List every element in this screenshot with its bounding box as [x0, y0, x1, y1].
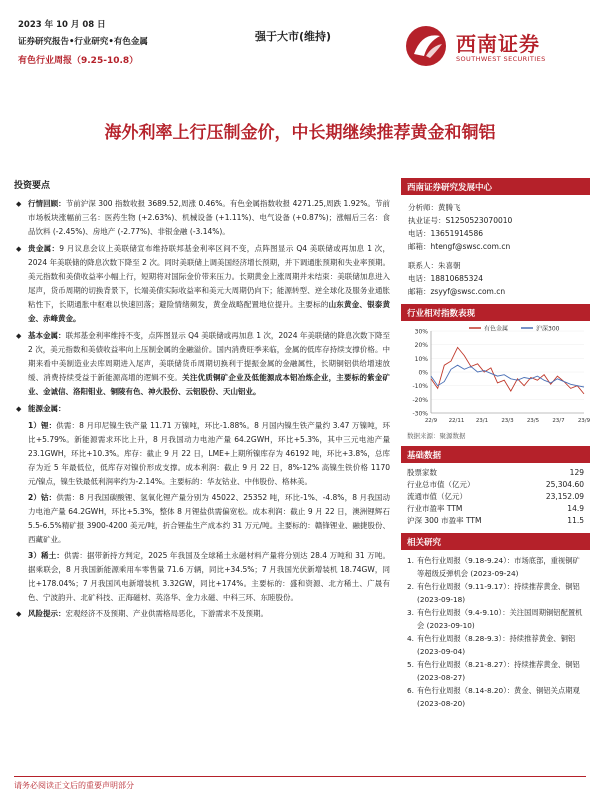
bullet-icon: ◆: [16, 332, 22, 340]
chart-xtick-label: 23/3: [501, 418, 514, 424]
bullet-icon: ◆: [16, 245, 22, 253]
report-type: 证券研究报告•行业研究•有色金属: [18, 37, 148, 47]
analyst-email-link[interactable]: 邮箱：zsyyf@swsc.com.cn: [408, 287, 506, 296]
paragraph-text: 9 月议息会议上美联储宣布维持联邦基金利率区间不变，点阵图显示 Q4 美联储或再加息 1 次，2024 年美联储的降息次数下降至 2 次。同时美联储上调美国经济增长预期，并下调通胀预期和失业率预期。美元指数和美债收益率小幅上行，短期将对国际金价带来压力。长期黄金上涨周期并未结束：美联储加息进入尾声，货币周期的切换背景下，长端美债实际收益率和美元大周期仍向下；能源转型、逆全球化及服务业通胀粘性下，长期通胀中枢难以快速回落；避险情绪频发，黄金战略配置地位提升。主要标的: [28, 244, 391, 309]
related-item-text: 有色行业周报（9.4-9.10）：关注国周期铜铝配置机会 (2023-09-10): [417, 608, 583, 630]
energy-sub-item: [14, 491, 390, 547]
related-item-text: 有色行业周报（8.21-8.27）：持续推荐黄金、铜铝 (2023-08-27): [417, 660, 580, 682]
related-research-heading: 相关研究: [401, 533, 590, 550]
paragraph-precious-metals: [14, 242, 390, 326]
analyst-info: [401, 195, 590, 304]
chart-ytick-label: 20%: [414, 342, 428, 350]
market-data-label: 股票家数: [407, 468, 437, 477]
market-data-row: [401, 491, 590, 503]
chart-legend-label: 有色金属: [484, 325, 509, 333]
chart-series-line-1: [431, 365, 584, 387]
key-points-heading: 投资要点: [14, 181, 51, 191]
chart-svg: [401, 321, 590, 429]
chart-xtick-label: 23/9: [577, 418, 590, 424]
related-item-number: 4.: [407, 634, 414, 643]
related-item-number: 6.: [407, 686, 414, 695]
sub-item-label: 1）锂：: [28, 421, 57, 430]
related-item-number: 3.: [407, 608, 414, 617]
paragraph-energy-metals: [14, 402, 390, 416]
analyst-line: 电话：18810685324: [408, 274, 483, 283]
market-data-label: 沪深 300 市盈率 TTM: [407, 516, 482, 525]
chart-ytick-label: 0%: [418, 369, 428, 377]
report-title: 海外利率上行压制金价，中长期继续推荐黄金和铜铝: [104, 123, 496, 143]
left-column: [14, 178, 390, 624]
chart-xtick-label: 23/5: [526, 418, 540, 424]
paragraph-text: 宏观经济不及预期、产业供需格局恶化，下游需求不及预期。: [65, 609, 268, 618]
sub-item-text: 供需：8 月印尼镍生铁产量 11.71 万镍吨，环比-1.88%。8 月国内镍生铁产量约 3.47 万镍吨，环比+5.79%。新能源需求环比上升，8 月我国动力电池产量 64.2GWH，环比+5.3%，其中三元电池产量 23.1GWH，环比+10.3%。库存：截止 9 月 22 日，LME+上期所镍库存为 46192 吨，环比+3.8%，总库存为近 5 年最低位，低库存对镍价形成支撑。成本利润：截止 9 月 22 日，8%-12% 高镍生铁价格 1170 元/镍点，镍生铁最低利润率约为-2.14%。主要标的：华友钴业、中伟股份、格林美。: [28, 421, 390, 486]
report-period: 有色行业周报（9.25-10.8）: [18, 56, 139, 66]
market-data-label: 流通市值（亿元）: [407, 492, 467, 501]
paragraph-lead: 能源金属：: [28, 404, 66, 413]
paragraph-lead: 贵金属：: [28, 244, 60, 253]
market-data-value: 129: [569, 468, 584, 477]
logo-cn-text: 西南证券: [456, 32, 540, 56]
chart-ytick-label: -10%: [412, 383, 428, 391]
analyst-line: 电话：13651914586: [408, 229, 483, 238]
relative-index-chart: [401, 321, 590, 429]
related-research-item[interactable]: [407, 685, 584, 710]
analyst-line: 执业证号：S1250523070010: [408, 216, 513, 225]
paragraph-risk: [14, 607, 390, 621]
market-data-row: [401, 467, 590, 479]
paragraph-lead: 基本金属：: [28, 331, 66, 340]
paragraph-base-metals: [14, 329, 390, 399]
chart-xtick-label: 23/1: [475, 418, 489, 424]
paragraph-targets: 山东黄金、银泰黄金、赤峰黄金。: [28, 300, 391, 323]
related-research-item[interactable]: [407, 633, 584, 658]
logo-mark-icon: [404, 24, 450, 68]
market-data-row: [401, 479, 590, 491]
chart-ytick-label: 30%: [414, 328, 428, 336]
market-data-value: 11.5: [567, 516, 584, 525]
market-data-heading: 基础数据: [401, 446, 590, 463]
chart-series-line-0: [431, 347, 584, 394]
analyst-heading: 西南证券研究发展中心: [401, 178, 590, 195]
related-item-number: 1.: [407, 556, 414, 565]
market-data-label: 行业市盈率 TTM: [407, 504, 463, 513]
chart-legend-label: 沪深300: [536, 325, 560, 333]
bullet-icon: ◆: [16, 200, 22, 208]
chart-ytick-label: -20%: [412, 396, 428, 404]
related-research-item[interactable]: [407, 607, 584, 632]
sub-item-text: 供需：8 月我国碳酸锂、氢氧化锂产量分别为 45022、25352 吨，环比-1%、-4.8%，8 月我国动力电池产量 64.2GWH，环比+5.3%，整体 8 月锂盐供需偏宽松。成本利润：截止 9 月 22 日，澳洲锂辉石 5.5-6.5%精矿报 3900-4200 美元/吨，折合锂盐生产成本约 31 万元/吨。主要标的：赣锋锂业、融捷股份、西藏矿业。: [28, 493, 391, 544]
energy-sub-item: [14, 549, 390, 605]
footer-divider: [14, 776, 586, 777]
related-item-number: 2.: [407, 582, 414, 591]
paragraph-targets: 关注优质铜矿企业及低能源成本铝冶炼企业，主要标的紫金矿业、金诚信、洛阳钼业、铜陵有色、神火股份、云铝股份、天山铝业。: [28, 373, 391, 396]
related-item-text: 有色行业周报（9.18-9.24）：市场底部，重视铜矿等超级反弹机会 (2023-09-24): [417, 556, 580, 578]
market-data-label: 行业总市值（亿元）: [407, 480, 475, 489]
right-sidebar: [401, 178, 590, 711]
market-data-value: 14.9: [567, 504, 584, 513]
related-item-text: 有色行业周报（8.14-8.20）：黄金、铜铝关点期观 (2023-08-20): [417, 686, 580, 708]
footer-disclaimer: 请务必阅读正文后的重要声明部分: [14, 781, 134, 790]
chart-ytick-label: -30%: [412, 410, 428, 418]
chart-xtick-label: 22/11: [448, 418, 465, 424]
market-data-value: 23,152.09: [545, 492, 584, 501]
chart-xtick-label: 23/7: [552, 418, 565, 424]
chart-source: 数据来源：聚源数据: [407, 432, 466, 440]
analyst-line: 分析师：黄腾飞: [408, 203, 461, 212]
related-item-number: 5.: [407, 660, 414, 669]
report-date: 2023 年 10 月 08 日: [18, 20, 106, 30]
company-logo: [404, 24, 584, 68]
paragraph-lead: 风险提示：: [28, 609, 66, 618]
report-header: [18, 8, 584, 78]
paragraph-text: 节前沪深 300 指数收报 3689.52,周涨 0.46%。有色金属指数收报 4271.25,周跌 1.92%。节前市场板块涨幅前三名：医药生物 (+2.63%)、机械设备 (+1.11%)、电气设备 (+0.87%)；涨幅后三名：食品饮料 (-2.45%)、房地产 (-2.77%)、非银金融 (-3.14%)。: [28, 199, 390, 236]
chart-ytick-label: 10%: [414, 355, 428, 363]
related-item-text: 有色行业周报（9.11-9.17）：持续推荐黄金、铜铝 (2023-09-18): [417, 582, 580, 604]
market-data-value: 25,304.60: [545, 480, 584, 489]
chart-xtick-label: 22/9: [424, 418, 438, 424]
sub-item-text: 供需：据带新持方判定，2025 年我国及全球稀土永磁材料产量将分别达 28.4 万吨和 31 万吨。据乘联会，8 月我国新能源乘用车零售量 71.6 万辆，同比+34.5%；7 月我国光伏新增装机 18.74GW，同比+178.04%；7 月我国风电新增装机 3.32GW，同比+174%。主要标的：盛和资源、北方稀土、广晟有色、宁波韵升、北矿科技、正海磁材、英洛华、金力永磁、中科三环、东睦股份。: [28, 551, 391, 602]
logo-en-text: SOUTHWEST SECURITIES: [456, 55, 546, 63]
related-research-item[interactable]: [407, 581, 584, 606]
bullet-icon: ◆: [16, 405, 22, 413]
bullet-icon: ◆: [16, 610, 22, 618]
market-data-row: [401, 515, 590, 527]
analyst-email-link[interactable]: 邮箱：htengf@swsc.com.cn: [408, 242, 511, 251]
related-research-list: [401, 550, 590, 710]
energy-sub-item: [14, 419, 390, 489]
related-research-item[interactable]: [407, 555, 584, 580]
market-data-row: [401, 503, 590, 515]
chart-heading: 行业相对指数表现: [401, 304, 590, 321]
sub-item-label: 3）稀土：: [28, 551, 65, 560]
paragraph-lead: 行情回顾：: [28, 199, 66, 208]
paragraph-market-review: [14, 197, 390, 239]
industry-rating: 强于大市(维持): [255, 30, 332, 43]
market-data-table: [401, 467, 590, 527]
related-research-item[interactable]: [407, 659, 584, 684]
paragraph-text: 联邦基金利率维持不变，点阵图显示 Q4 美联储或再加息 1 次，2024 年美联储的降息次数下降至 2 次，美元指数和美债收益率向上压制金属的金融溢价。国内消费旺季来临，金属的低库存持续支撑价格。中期来看中美制造业去库周期进入尾声，美联储货币周期切换利于提振金属的金融属性，长期铜铝供给增速放缓、消费持续受益于新能源高增的逻辑不变。: [28, 331, 391, 382]
analyst-line: 联系人：朱喜朝: [408, 261, 461, 270]
sub-item-label: 2）钴：: [28, 493, 57, 502]
related-item-text: 有色行业周报（8.28-9.3）：持续推荐黄金、铜铝 (2023-09-04): [417, 634, 576, 656]
